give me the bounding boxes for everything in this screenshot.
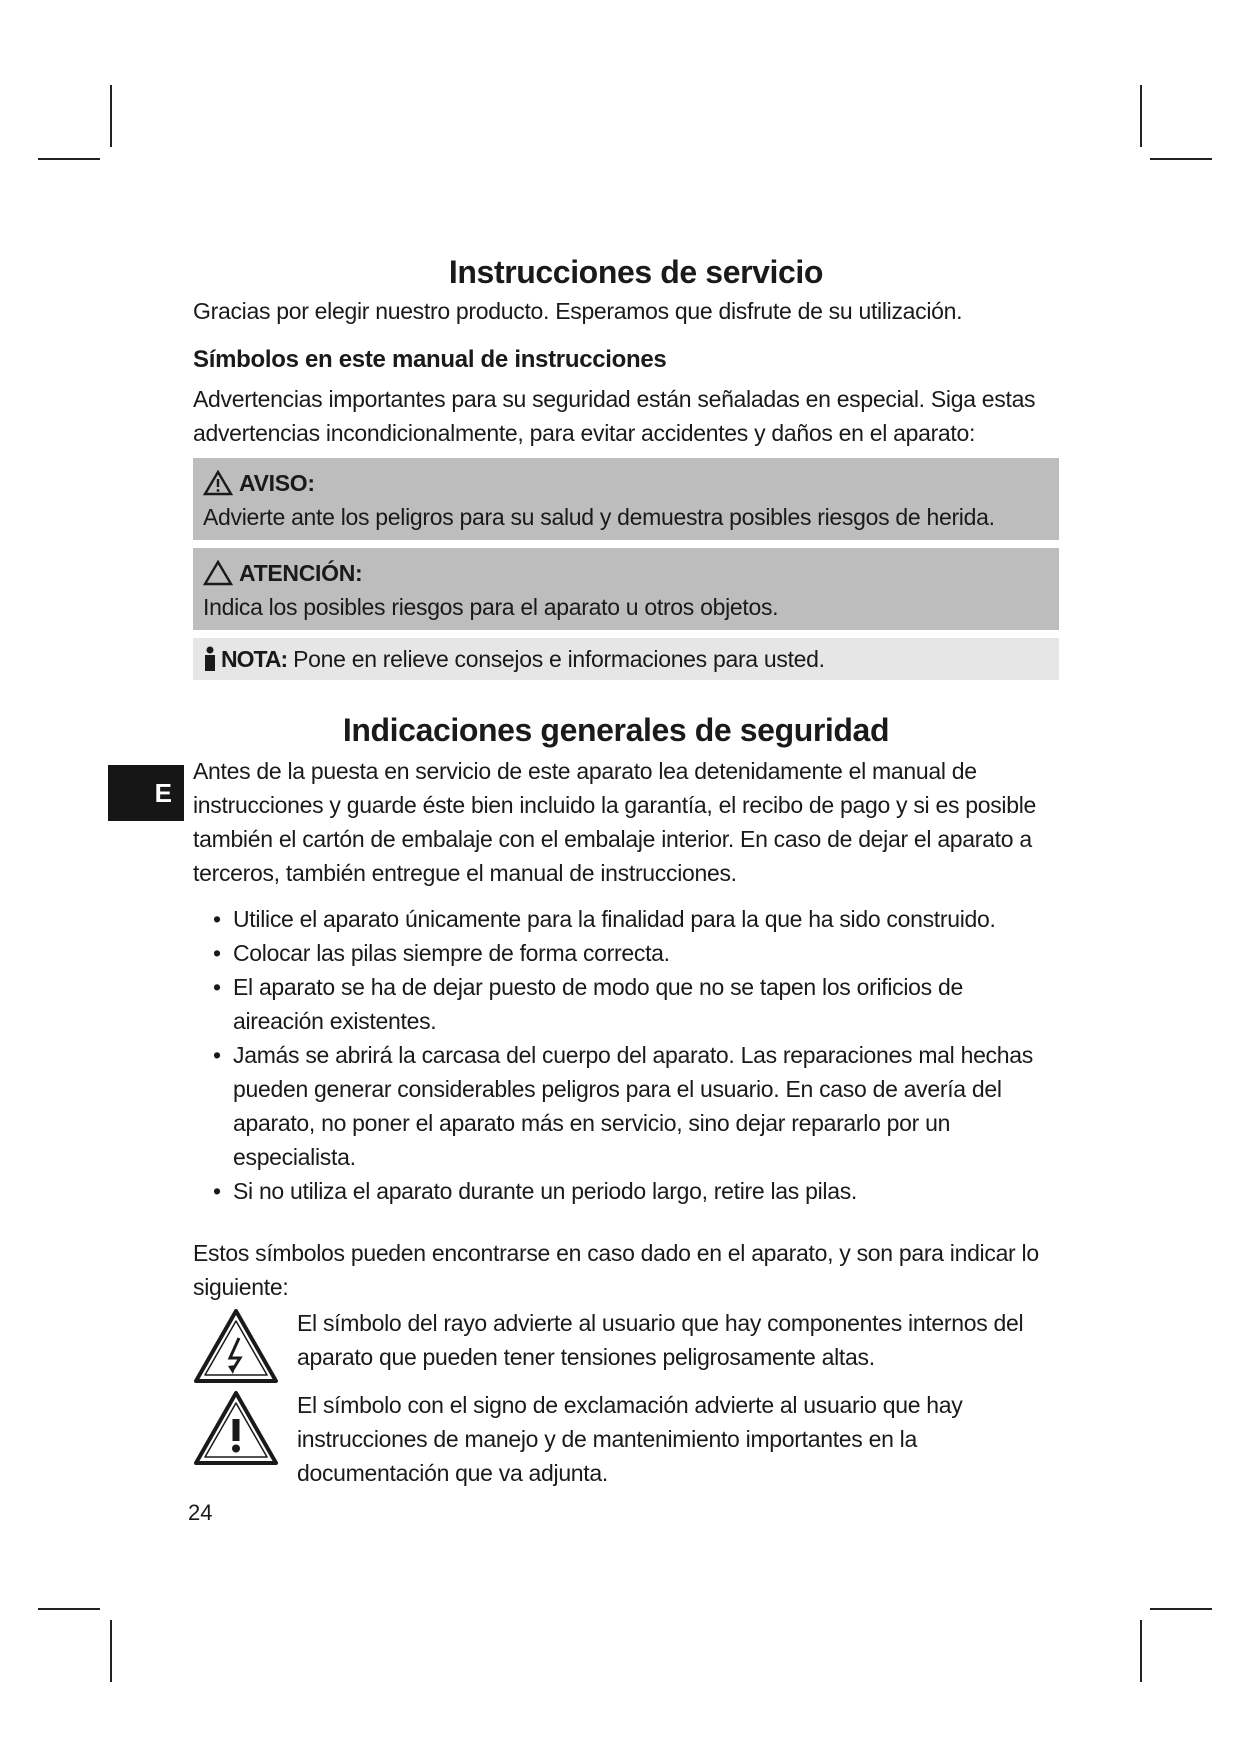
crop-mark-bottom-right-h bbox=[1150, 1608, 1212, 1610]
safety-title: Indicaciones generales de seguridad bbox=[342, 712, 890, 748]
nota-box bbox=[193, 638, 1059, 680]
aviso-text: Advierte ante los peligros para su salud y demuestra posibles riesgos de herida. bbox=[203, 504, 995, 530]
language-tab: E bbox=[108, 765, 184, 821]
list-item: • Utilice el aparato únicamente para la finalidad para la que ha sido construido. bbox=[213, 906, 996, 932]
lightning-symbol-row bbox=[193, 1306, 1059, 1384]
atencion-box bbox=[193, 548, 1059, 630]
symbols-heading: Símbolos en este manual de instrucciones bbox=[193, 346, 667, 373]
list-item: • Jamás se abrirá la carcasa del cuerpo del aparato. Las reparaciones mal hechas pueden generar considerables peligros para el usuario. En caso de avería del aparato, no poner el aparato más en servicio, sino dejar repararlo por un especialista. bbox=[213, 1042, 1033, 1170]
safety-intro: Antes de la puesta en servicio de este aparato lea detenidamente el manual de instrucciones y guarde éste bien incluido la garantía, el recibo de pago y si es posible también el cartón de embalaje con el embalaje interior. En caso de dejar el aparato a terceros, también entregue el manual de instrucciones. bbox=[193, 758, 1037, 886]
exclamation-warning-icon bbox=[193, 1390, 279, 1466]
page-content bbox=[193, 250, 1059, 1490]
lightning-text: El símbolo del rayo advierte al usuario que hay componentes internos del aparato que pueden tener tensiones peligrosamente altas. bbox=[297, 1310, 1024, 1370]
warning-triangle-icon bbox=[203, 470, 233, 496]
atencion-text: Indica los posibles riesgos para el aparato u otros objetos. bbox=[203, 594, 779, 620]
safety-section bbox=[193, 708, 1059, 1490]
exclamation-text: El símbolo con el signo de exclamación advierte al usuario que hay instrucciones de manejo y de mantenimiento importantes en la documentación que va adjunta. bbox=[297, 1392, 963, 1486]
crop-mark-top-left-h bbox=[38, 158, 100, 160]
atencion-label: ATENCIÓN: bbox=[239, 560, 363, 586]
list-item: • Si no utiliza el aparato durante un periodo largo, retire las pilas. bbox=[213, 1178, 857, 1204]
crop-mark-top-left-v bbox=[110, 85, 112, 147]
crop-mark-top-right-v bbox=[1140, 85, 1142, 147]
crop-mark-bottom-left-v bbox=[110, 1620, 112, 1682]
aviso-label: AVISO: bbox=[239, 470, 315, 496]
aviso-box bbox=[193, 458, 1059, 540]
page-number: 24 bbox=[188, 1500, 213, 1525]
exclamation-symbol-row bbox=[193, 1388, 1059, 1490]
crop-mark-top-right-h bbox=[1150, 158, 1212, 160]
symbols-intro: Estos símbolos pueden encontrarse en caso dado en el aparato, y son para indicar lo siguiente: bbox=[193, 1240, 1039, 1300]
lightning-warning-icon bbox=[193, 1308, 279, 1384]
crop-mark-bottom-right-v bbox=[1140, 1620, 1142, 1682]
crop-mark-bottom-left-h bbox=[38, 1608, 100, 1610]
info-icon bbox=[203, 645, 217, 673]
intro-text: Gracias por elegir nuestro producto. Esperamos que disfrute de su utilización. bbox=[193, 298, 963, 324]
page-title: Instrucciones de servicio bbox=[448, 254, 824, 290]
caution-triangle-icon bbox=[203, 560, 233, 586]
nota-label: NOTA: bbox=[221, 646, 288, 672]
nota-text: Pone en relieve consejos e informaciones para usted. bbox=[293, 646, 825, 672]
safety-bullets bbox=[193, 902, 1059, 1208]
list-item: • Colocar las pilas siempre de forma correcta. bbox=[213, 940, 670, 966]
list-item: • El aparato se ha de dejar puesto de modo que no se tapen los orificios de aireación existentes. bbox=[213, 974, 963, 1034]
symbols-text: Advertencias importantes para su seguridad están señaladas en especial. Siga estas advertencias incondicionalmente, para evitar accidentes y daños en el aparato: bbox=[193, 386, 1036, 446]
